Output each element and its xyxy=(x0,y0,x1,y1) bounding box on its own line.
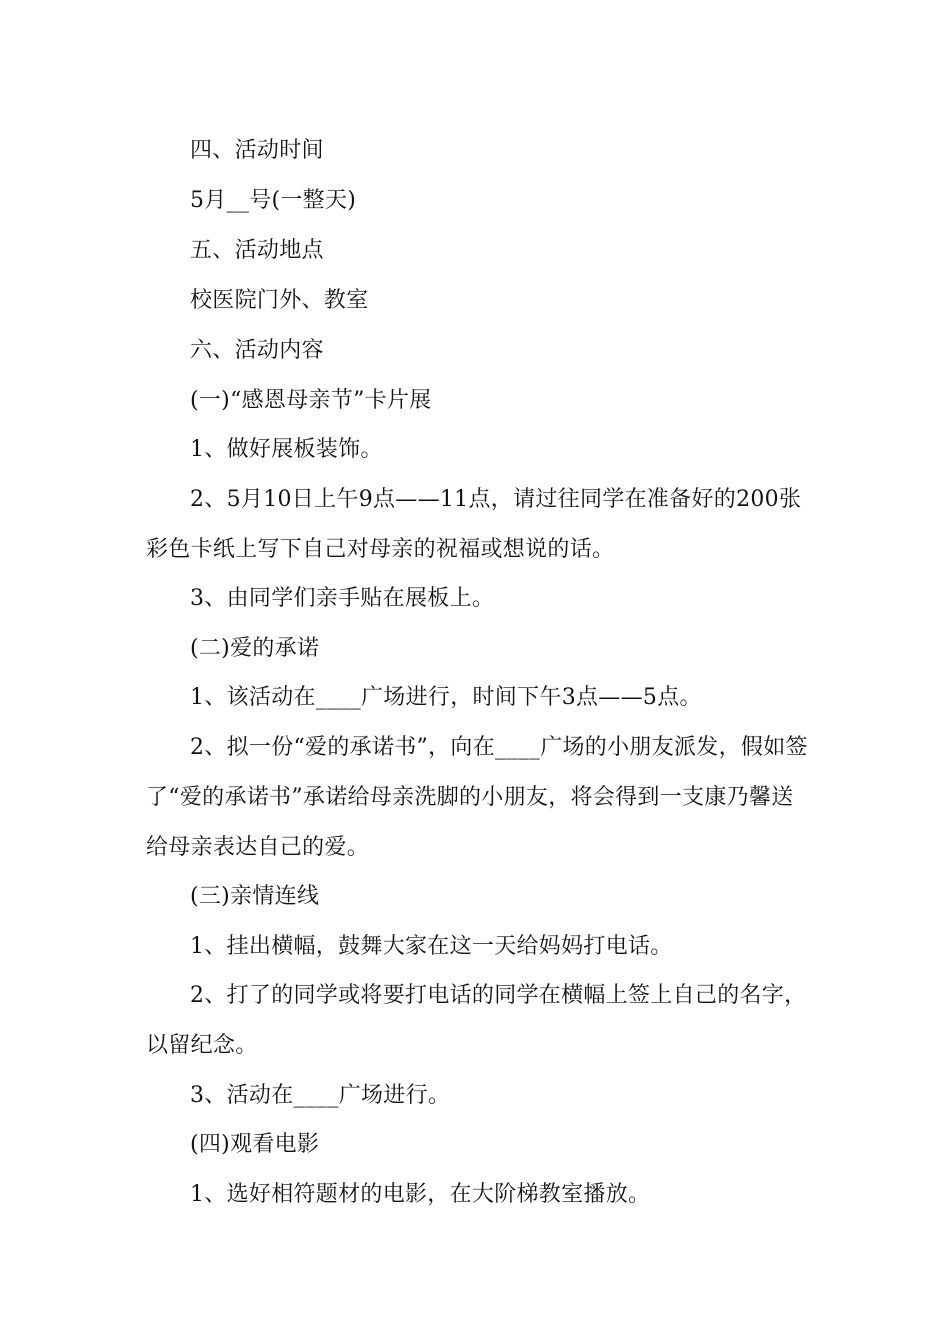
section-3-title: (三)亲情连线 xyxy=(190,884,320,909)
activity-date: 5月__号(一整天) xyxy=(190,188,357,213)
section-1-item-3: 3、由同学们亲手贴在展板上。 xyxy=(190,586,495,611)
section-2-title: (二)爱的承诺 xyxy=(190,636,320,661)
section-1-item-1: 1、做好展板装饰。 xyxy=(190,437,383,462)
section-1-title: (一)“感恩母亲节”卡片展 xyxy=(190,388,432,413)
heading-activity-location: 五、活动地点 xyxy=(190,238,324,263)
activity-location: 校医院门外、教室 xyxy=(190,288,369,313)
heading-activity-time: 四、活动时间 xyxy=(190,138,324,163)
section-3-item-3: 3、活动在____广场进行。 xyxy=(190,1083,451,1108)
section-3-item-1: 1、挂出横幅，鼓舞大家在这一天给妈妈打电话。 xyxy=(190,934,673,959)
section-2-item-2: 2、拟一份“爱的承诺书”，向在____广场的小朋友派发，假如签了“爱的承诺书”承诺给母亲洗脚的小朋友，将会得到一支康乃馨送给母亲表达自己的爱。 xyxy=(146,735,808,860)
section-3-item-2: 2、打了的同学或将要打电话的同学在横幅上签上自己的名字，以留纪念。 xyxy=(146,983,807,1058)
section-4-item-1: 1、选好相符题材的电影，在大阶梯教室播放。 xyxy=(190,1182,651,1207)
section-1-item-2: 2、5月10日上午9点——11点，请过往同学在准备好的200张彩色卡纸上写下自己对母亲的祝福或想说的话。 xyxy=(146,487,802,562)
section-4-title: (四)观看电影 xyxy=(190,1132,320,1157)
heading-activity-content: 六、活动内容 xyxy=(190,338,324,363)
section-2-item-1: 1、该活动在____广场进行，时间下午3点——5点。 xyxy=(190,685,702,710)
